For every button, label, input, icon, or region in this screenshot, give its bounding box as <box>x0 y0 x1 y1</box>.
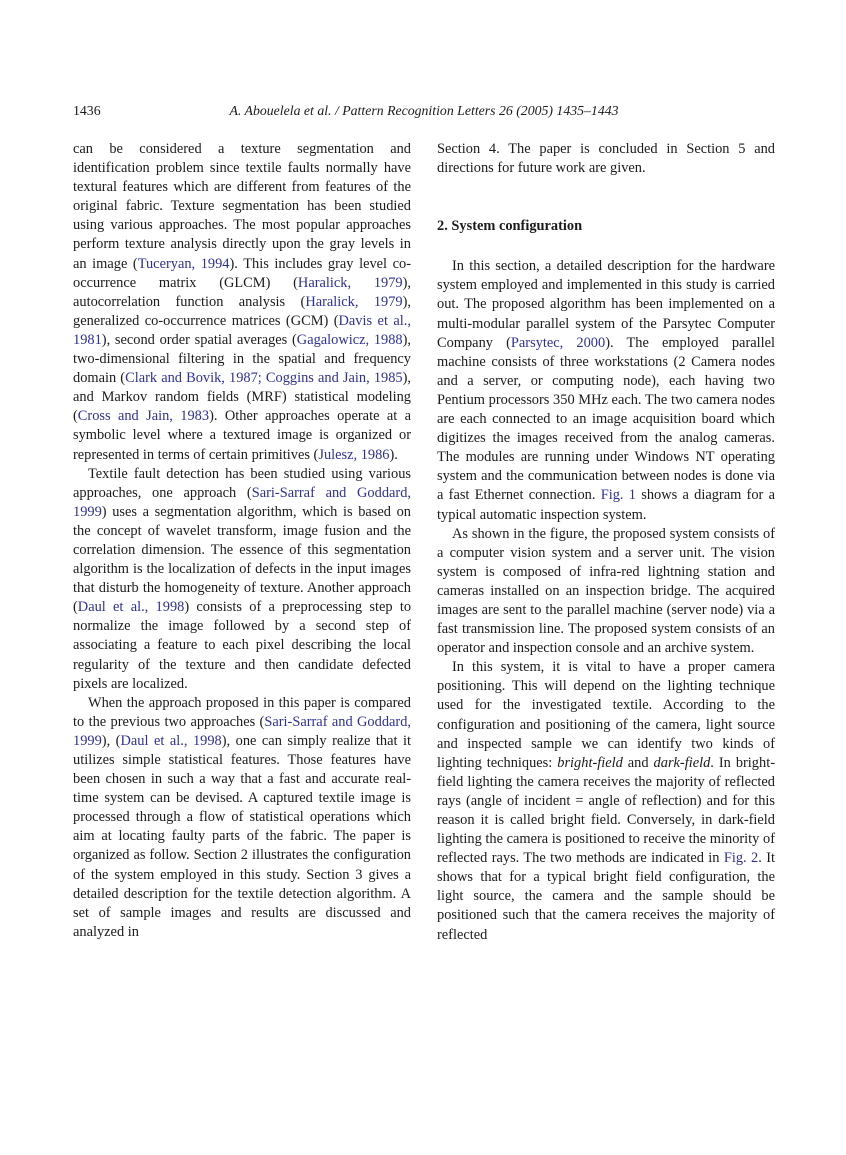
paragraph: Section 4. The paper is concluded in Section 5 and directions for future work are given. <box>437 141 775 177</box>
section-heading: 2. System configuration <box>437 218 583 235</box>
citation-link[interactable]: Haralick, 1979 <box>305 293 403 310</box>
citation-link[interactable]: Daul et al., 1998 <box>120 732 222 749</box>
running-head-text: A. Abouelela et al. / Pattern Recognition Letters 26 (2005) 1435–1443 <box>229 103 619 118</box>
citation-link[interactable]: Sari-Sarraf and Goddard, 1999 <box>73 484 411 520</box>
article-body <box>73 140 776 945</box>
running-header <box>73 103 775 119</box>
emphasis-text: dark-field <box>653 754 711 771</box>
citation-link[interactable]: Davis et al., 1981 <box>73 312 411 348</box>
citation-link[interactable]: Tuceryan, 1994 <box>137 255 230 272</box>
citation-link[interactable]: Sari-Sarraf and Goddard, 1999 <box>73 713 411 749</box>
emphasis-text: bright-field <box>557 754 623 771</box>
citation-link[interactable]: Haralick, 1979 <box>297 274 403 291</box>
citation-link[interactable]: Daul et al., 1998 <box>77 599 185 616</box>
citation-link[interactable]: Cross and Jain, 1983 <box>77 408 210 425</box>
page-number: 1436 <box>73 103 101 118</box>
paragraph: In this section, a detailed description for the hardware system employed and implemented in this study is carried out. The proposed algorithm has been implemented on a multi-modular parallel system of the Parsytec Computer Company (Parsytec, 2000). The employed parallel machine consists of three workstations (2 Camera nodes and a server, or computing node), each having two Pentium processors 350 MHz each. The two camera nodes are each connected to an image acquisition board which digitizes the images received from the analog cameras. The modules are running under Windows NT operating system and the communication between nodes is done via a fast Ethernet connection. Fig. 1 shows a diagram for a typical automatic inspection system. <box>437 258 776 523</box>
figure-link[interactable]: Fig. 1 <box>600 487 636 504</box>
citation-link[interactable]: Clark and Bovik, 1987; Coggins and Jain, 1985 <box>125 370 403 387</box>
paragraph: In this system, it is vital to have a proper camera positioning. This will depend on the lighting technique used for the investigated textile. According to the configuration and positioning of the camera, light source and inspected sample we can identify two kinds of lighting techniques: bright-field and dark-field. In bright-field lighting the camera receives the majority of reflected rays (angle of incident = angle of reflection) and for this reason it is called bright field. Conversely, in dark-field lighting the camera is positioned to receive the minority of reflected rays. The two methods are indicated in Fig. 2. It shows that for a typical bright field configuration, the light source, the camera and the sample should be positioned such that the camera receives the majority of reflected <box>437 659 775 943</box>
paragraph: As shown in the figure, the proposed system consists of a computer vision system and a server unit. The vision system is composed of infra-red lightning station and cameras installed on an inspection bridge. The acquired images are sent to the parallel machine (server node) via a fast transmission line. The proposed system consists of an operator and inspection console and an archive system. <box>437 525 775 657</box>
citation-link[interactable]: Gagalowicz, 1988 <box>296 331 403 348</box>
figure-link[interactable]: Fig. 2 <box>723 850 759 867</box>
paragraph: Textile fault detection has been studied using various approaches, one approach (Sari-Sarraf and Goddard, 1999) uses a segmentation algorithm, which is based on the concept of wavelet transform, image fusion and the correlation dimension. The essence of this segmentation algorithm is the localization of defects in the input images that disturb the homogeneity of texture. Another approach (Daul et al., 1998) consists of a preprocessing step to normalize the image followed by a second step of associating a feature to each pixel describing the local regularity of the texture and then candidate defected pixels are localized. <box>73 465 412 692</box>
right-column <box>437 140 775 945</box>
left-column <box>73 140 411 945</box>
citation-link[interactable]: Julesz, 1986 <box>318 446 390 463</box>
paragraph: When the approach proposed in this paper is compared to the previous two approaches (Sari-Sarraf and Goddard, 1999), (Daul et al., 1998), one can simply realize that it utilizes simple statistical features. Those features have been chosen in such a way that a fast and accurate real-time system can be devised. A captured textile image is processed through a flow of statistical operations which aim at locating faulty parts of the fabric. The paper is organized as follow. Section 2 illustrates the configuration of the system employed in this study. Section 3 gives a detailed description for the textile detection algorithm. A set of sample images and results are discussed and analyzed in <box>73 694 412 940</box>
paragraph: can be considered a texture segmentation and identification problem since textile faults normally have textural features which are different from features of the original fabric. Texture segmentation has been studied using various approaches. The most popular approaches perform texture analysis directly upon the gray levels in an image (Tuceryan, 1994). This includes gray level co-occurrence matrix (GLCM) (Haralick, 1979), autocorrelation function analysis (Haralick, 1979), generalized co-occurrence matrices (GCM) (Davis et al., 1981), second order spatial averages (Gagalowicz, 1988), two-dimensional filtering in the spatial and frequency domain (Clark and Bovik, 1987; Coggins and Jain, 1985), and Markov random fields (MRF) statistical modeling (Cross and Jain, 1983). Other approaches operate at a symbolic level where a textured image is organized or represented in terms of certain primitives (Julesz, 1986). <box>73 141 412 463</box>
citation-link[interactable]: Parsytec, 2000 <box>510 334 606 351</box>
